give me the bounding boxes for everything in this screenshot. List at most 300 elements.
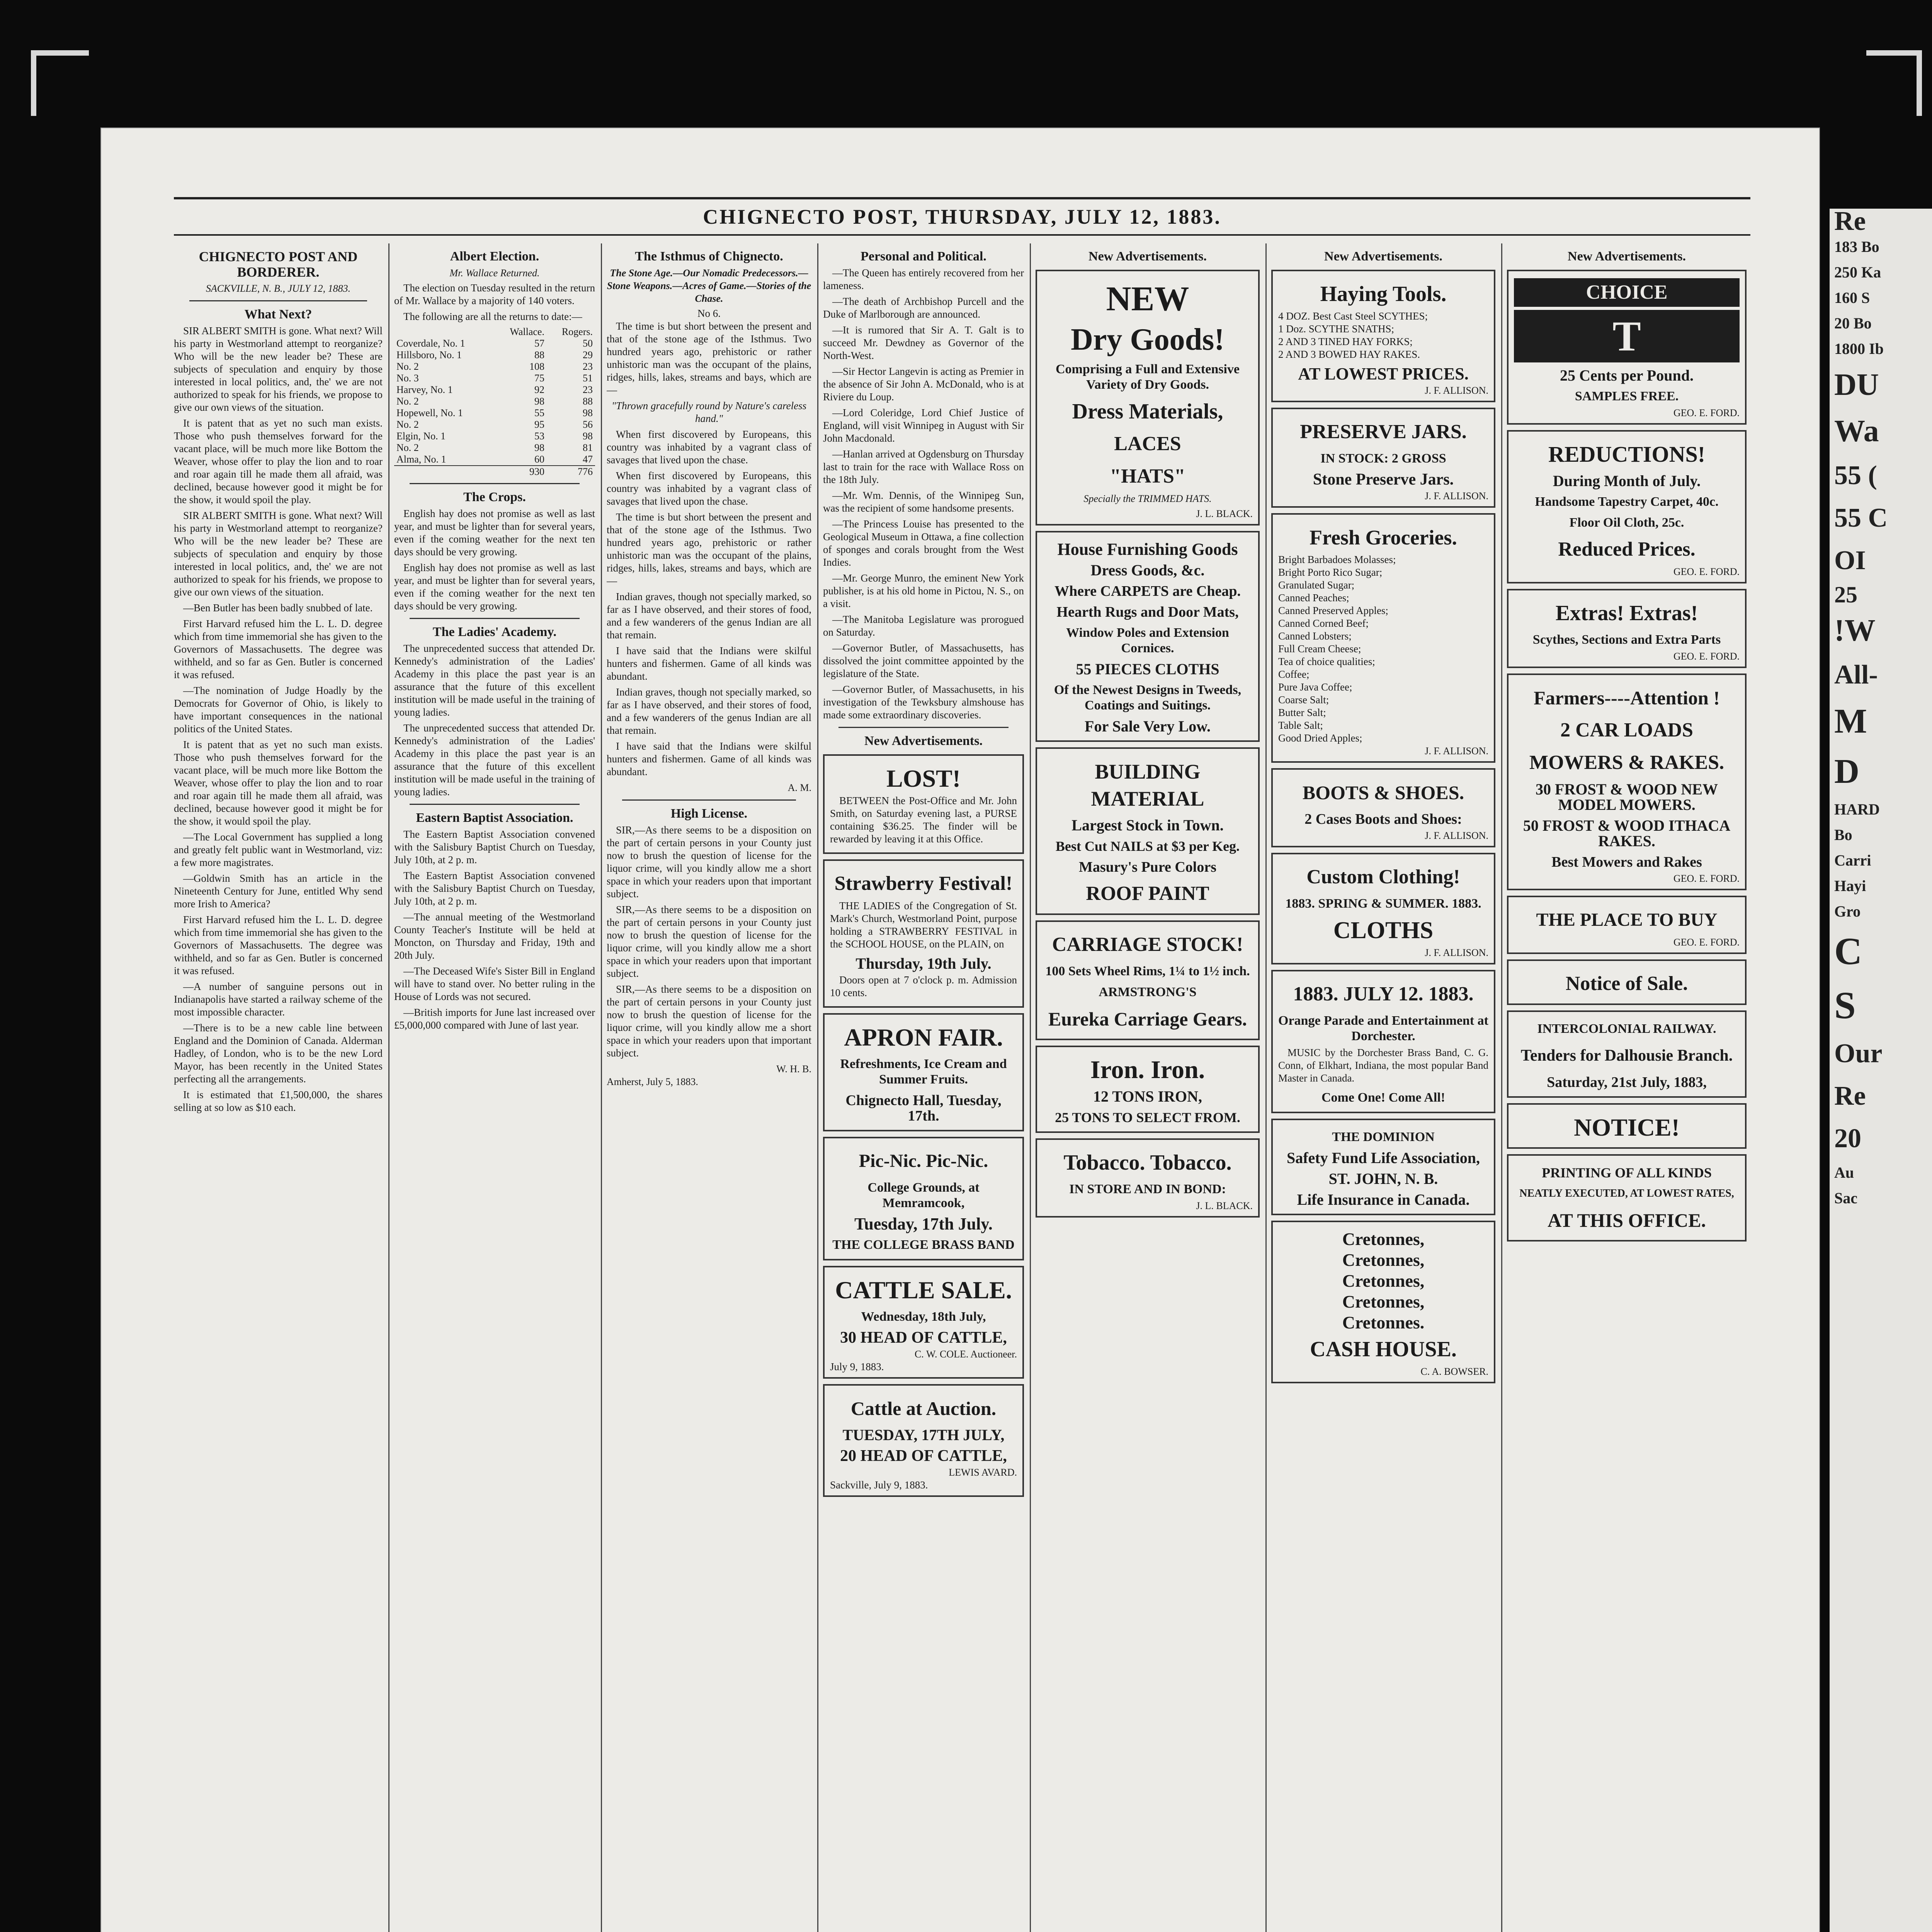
ad-title: Strawberry Festival!	[834, 872, 1013, 895]
table-cell: 51	[583, 372, 593, 384]
ad-subtitle: During Month of July.	[1553, 472, 1701, 490]
ad-boots-shoes	[1271, 768, 1495, 847]
ad-heading: "HATS"	[1110, 465, 1185, 487]
ad-text: Scythes, Sections and Extra Parts	[1532, 633, 1721, 647]
ad-title: 1883. JULY 12. 1883.	[1293, 983, 1474, 1005]
news-item: —Governor Butler, of Massachusetts, in his investigation of the Tewksbury almshouse has made some extraordinary discoveries.	[823, 684, 1024, 721]
ad-text: AT LOWEST PRICES.	[1298, 364, 1469, 383]
article-paragraph: The following are all the returns to date:—	[403, 311, 582, 322]
table-cell: 75	[534, 372, 544, 384]
ad-text: Floor Oil Cloth, 25c.	[1569, 515, 1684, 530]
section-heading: New Advertisements.	[1568, 249, 1686, 264]
ad-list-item: Pure Java Coffee;	[1278, 681, 1352, 693]
table-row	[394, 361, 595, 372]
ad-heading: Eureka Carriage Gears.	[1048, 1008, 1247, 1030]
article-paragraph: SIR,—As there seems to be a disposition on the part of certain persons in your County just now to brush the question of license for the liquor crime, will you kindly allow me a short space in which your readers upon that important subject.	[607, 983, 811, 1059]
ad-title: NEW	[1106, 280, 1189, 318]
ad-iron	[1036, 1046, 1260, 1133]
ad-place-to-buy	[1507, 896, 1747, 954]
table-cell: Elgin, No. 1	[396, 430, 446, 442]
ad-subtitle: 2 Cases Boots and Shoes:	[1304, 811, 1462, 827]
ad-heading: 2 CAR LOADS	[1560, 719, 1693, 741]
ad-text: Come One! Come All!	[1321, 1090, 1446, 1105]
news-item: —Ben Butler has been badly snubbed of late.	[183, 602, 373, 614]
ad-heading: CASH HOUSE.	[1310, 1337, 1457, 1361]
table-cell: No. 2	[396, 442, 419, 453]
ad-title: APRON FAIR.	[844, 1024, 1003, 1051]
ad-title: NOTICE!	[1574, 1114, 1680, 1141]
article-paragraph: The time is but short between the present and that of the stone age of the Isthmus. Two hundred years ago, prehistoric or rather unhistoric man was the occupant of the plains, ridges, hills, lakes, streams and bays, which are—	[607, 320, 811, 396]
ad-text: Best Cut NAILS at $3 per Keg.	[1055, 838, 1240, 854]
article-paragraph: First Harvard refused him the L. L. D. degree which from time immemorial she has given to the Governors of Massachusetts. The degree was withheld, and so far as Gen. Butler is concerned it was refused.	[174, 618, 383, 680]
ad-text: THE COLLEGE BRASS BAND	[832, 1238, 1015, 1252]
adjacent-text: 25	[1834, 582, 1857, 607]
ad-title: CATTLE SALE.	[835, 1276, 1012, 1304]
ad-house-furnishing	[1036, 531, 1260, 742]
table-cell: Harvey, No. 1	[396, 384, 453, 395]
column-rule	[1501, 243, 1502, 1932]
table-cell: No. 2	[396, 396, 419, 407]
adjacent-text: DU	[1834, 368, 1879, 402]
article-paragraph: The Eastern Baptist Association convened with the Salisbury Baptist Church on Tuesday, July 10th, at 2 p. m.	[394, 828, 595, 866]
signature: C. W. COLE. Auctioneer.	[914, 1349, 1017, 1360]
article-subheading: The Stone Age.—Our Nomadic Predecessors.—Stone Weapons.—Acres of Game.—Stories of the Chase.	[607, 267, 811, 304]
ad-subtitle: Specially the TRIMMED HATS.	[1083, 493, 1212, 504]
ad-list-item: Table Salt;	[1278, 719, 1323, 731]
ad-text: 50 FROST & WOOD ITHACA RAKES.	[1523, 817, 1731, 850]
adjacent-text: Carri	[1834, 852, 1871, 869]
signature: J. F. ALLISON.	[1425, 947, 1488, 958]
table-cell: 92	[534, 384, 544, 395]
news-item: —Sir Hector Langevin is acting as Premier in the absence of Sir John A. McDonald, who is at Riviere du Loup.	[823, 366, 1024, 403]
table-cell: 57	[534, 338, 544, 349]
ad-title: PRESERVE JARS.	[1300, 421, 1467, 443]
adjacent-text: Gro	[1834, 903, 1861, 920]
ad-title: LOST!	[886, 765, 961, 792]
article-paragraph: Indian graves, though not specially marked, so far as I have observed, and their stores of food, and a few wanderers of the genus Indian are all that remain.	[607, 591, 811, 641]
news-item: —The nomination of Judge Hoadly by the Democrats for Governor of Ohio, is likely to have important consequences in the national politics of the United States.	[174, 685, 383, 735]
adjacent-text: Wa	[1834, 414, 1879, 448]
adjacent-text: 55 C	[1834, 503, 1888, 533]
news-item: —A number of sanguine persons out in Indianapolis have started a railway scheme of the most impossible character.	[174, 981, 383, 1018]
adjacent-text: Our	[1834, 1039, 1883, 1068]
table-cell: No. 3	[396, 372, 419, 384]
ad-place: College Grounds, at Memramcook,	[867, 1180, 980, 1210]
table-cell: 88	[534, 349, 544, 361]
article-paragraph: SIR ALBERT SMITH is gone. What next? Will his party in Westmorland attempt to reorganize? Who will be the new leader be? These are subjects of speculation and enquiry by those interested in local politics, and, the' we are not authorized to speak for his friends, we propose to give our own views of the situation.	[174, 510, 383, 598]
ad-preserve-jars	[1271, 408, 1495, 508]
dateline: July 9, 1883.	[830, 1361, 884, 1372]
ad-list-item: Bright Barbadoes Molasses;	[1278, 554, 1396, 565]
election-returns-table	[394, 326, 595, 478]
column-rule	[601, 243, 602, 1932]
ad-date: Tuesday, 17th July.	[854, 1214, 993, 1233]
ad-title: PRINTING OF ALL KINDS	[1542, 1165, 1712, 1180]
adjacent-text: Au	[1834, 1164, 1854, 1181]
table-cell: 930	[529, 466, 544, 477]
ad-text: Masury's Pure Colors	[1078, 859, 1217, 875]
table-row	[394, 384, 595, 396]
ad-title: INTERCOLONIAL RAILWAY.	[1537, 1022, 1716, 1036]
ad-title: Custom Clothing!	[1306, 866, 1460, 888]
table-header-row	[394, 326, 595, 338]
table-cell: 23	[583, 361, 593, 372]
ad-title: Haying Tools.	[1320, 282, 1447, 306]
adjacent-text: Bo	[1834, 826, 1852, 844]
ad-text: Stone Preserve Jars.	[1313, 471, 1454, 488]
signature: W. H. B.	[776, 1063, 811, 1075]
ad-extras	[1507, 589, 1747, 668]
signature: J. F. ALLISON.	[1425, 745, 1488, 757]
signature: A. M.	[787, 782, 811, 793]
table-row	[394, 430, 595, 442]
adjacent-text: 55 (	[1834, 461, 1877, 490]
ad-haying-tools	[1271, 270, 1495, 402]
dateline: SACKVILLE, N. B., JULY 12, 1883.	[206, 283, 351, 294]
column-rule	[1265, 243, 1267, 1932]
adjacent-text: 1800 Ib	[1834, 340, 1884, 357]
article-heading: Eastern Baptist Association.	[416, 811, 573, 825]
adjacent-text: 250 Ka	[1834, 264, 1881, 281]
ad-list-item: 1 Doz. SCYTHE SNATHS;	[1278, 323, 1395, 335]
masthead: CHIGNECTO POST, THURSDAY, JULY 12, 1883.	[174, 197, 1750, 236]
news-item: —The Queen has entirely recovered from her lameness.	[823, 267, 1024, 291]
ad-title: THE DOMINION	[1332, 1130, 1435, 1144]
ad-title: CARRIAGE STOCK!	[1052, 934, 1243, 956]
article-heading: What Next?	[244, 307, 312, 321]
adjacent-text: Re	[1834, 1081, 1866, 1111]
ad-list-item: 2 AND 3 BOWED HAY RAKES.	[1278, 349, 1420, 360]
ad-heading: MOWERS & RAKES.	[1529, 752, 1725, 774]
ad-cattle-auction	[823, 1384, 1024, 1497]
signature: GEO. E. FORD.	[1673, 937, 1740, 948]
ad-text: 30 HEAD OF CATTLE,	[840, 1329, 1007, 1347]
ad-subtitle: Largest Stock in Town.	[1071, 816, 1224, 834]
article-paragraph: The unprecedented success that attended Dr. Kennedy's administration of the Ladies' Academy in this place the past year is an assurance that the future of this excellent institution will be made useful in the training of young ladies.	[394, 643, 595, 718]
divider	[410, 483, 580, 484]
adjacent-text: M	[1834, 702, 1867, 740]
paper-title: CHIGNECTO POST AND BORDERER.	[199, 249, 358, 280]
table-cell: 98	[583, 407, 593, 418]
article-number: No 6.	[697, 308, 721, 319]
ad-heading: CLOTHS	[1333, 917, 1434, 944]
table-row	[394, 338, 595, 349]
article-paragraph: It is estimated that £1,500,000, the shares selling at so low as $10 each.	[174, 1089, 383, 1113]
divider	[410, 804, 580, 805]
article-paragraph: It is patent that as yet no such man exists. Those who push themselves forward for the vacant place, will be much more like Bottom the Weaver, whose offer to play the lion and to roar and roar again till he made them all afraid, was declined, because however good it might be for the show, it would spoil the play.	[174, 417, 383, 505]
ad-reductions	[1507, 430, 1747, 583]
news-item: —Hanlan arrived at Ogdensburg on Thursday last to train for the race with Wallace Ross on the 18th July.	[823, 448, 1024, 485]
news-item: —Mr. Wm. Dennis, of the Winnipeg Sun, was the recipient of some handsome presents.	[823, 490, 1024, 514]
table-cell: Hillsboro, No. 1	[396, 349, 462, 361]
article-paragraph: When first discovered by Europeans, this country was inhabited by a vagrant class of savages that lived upon the chase.	[607, 429, 811, 466]
ad-orange-parade	[1271, 970, 1495, 1113]
ad-cattle-sale	[823, 1266, 1024, 1379]
table-cell: 98	[534, 442, 544, 453]
ad-title: Safety Fund Life Association,	[1286, 1149, 1480, 1167]
article-heading: The Crops.	[463, 490, 526, 504]
table-cell: Alma, No. 1	[396, 454, 446, 465]
ad-date: Thursday, 19th July.	[855, 955, 992, 972]
ad-title: Farmers----Attention !	[1534, 687, 1720, 709]
ad-title: Fresh Groceries.	[1310, 526, 1457, 549]
ad-subtitle: Dress Goods, &c.	[1090, 561, 1205, 579]
table-cell: 776	[578, 466, 593, 477]
ad-title: Pic-Nic. Pic-Nic.	[859, 1151, 988, 1171]
signature: J. L. BLACK.	[1196, 1200, 1253, 1211]
ad-text: ARMSTRONG'S	[1099, 985, 1197, 999]
article-paragraph: I have said that the Indians were skilful hunters and fishermen. Game of all kinds was abundant.	[607, 740, 811, 777]
ad-title: Tobacco. Tobacco.	[1063, 1151, 1232, 1175]
table-cell: 29	[583, 349, 593, 361]
ad-title: REDUCTIONS!	[1548, 442, 1706, 467]
ad-title: BUILDING MATERIAL	[1091, 760, 1204, 810]
table-cell: 108	[529, 361, 544, 372]
table-cell: No. 2	[396, 361, 419, 372]
signature: J. F. ALLISON.	[1425, 830, 1488, 841]
section-heading: New Advertisements.	[864, 734, 983, 748]
article-heading: The Isthmus of Chignecto.	[635, 249, 783, 264]
ad-dry-goods	[1036, 270, 1260, 526]
ad-carriage-stock	[1036, 920, 1260, 1040]
ad-text: SAMPLES FREE.	[1575, 389, 1679, 403]
table-cell	[394, 466, 493, 478]
ad-title: Cretonnes.	[1342, 1313, 1425, 1332]
ad-list-item: Canned Preserved Apples;	[1278, 605, 1388, 616]
quotation: "Thrown gracefully round by Nature's careless hand."	[611, 400, 807, 424]
ad-list-item: Canned Peaches;	[1278, 592, 1349, 604]
ad-fresh-groceries	[1271, 513, 1495, 763]
news-item: —The Manitoba Legislature was prorogued on Saturday.	[823, 614, 1024, 638]
ad-subtitle: Comprising a Full and Extensive Variety of Dry Goods.	[1055, 362, 1240, 392]
news-item: —Governor Butler, of Massachusetts, has dissolved the joint committee appointed by the legislature of the State.	[823, 642, 1024, 679]
ad-title: Cretonnes,	[1342, 1271, 1425, 1291]
ad-subtitle: Orange Parade and Entertainment at Dorchester.	[1278, 1014, 1488, 1043]
table-cell: 88	[583, 396, 593, 407]
column-3	[607, 243, 811, 1932]
news-item: —British imports for June last increased over £5,000,000 compared with June of last year.	[394, 1007, 595, 1031]
ad-farmers	[1507, 673, 1747, 890]
ad-text: 25 TONS TO SELECT FROM.	[1055, 1110, 1240, 1125]
ad-list-item: Coarse Salt;	[1278, 694, 1329, 706]
ad-notice-of-sale	[1507, 959, 1747, 1005]
table-cell: Hopewell, No. 1	[396, 407, 463, 418]
ad-list-item: Coffee;	[1278, 668, 1310, 680]
adjacent-text: All-	[1834, 660, 1878, 690]
crop-mark-top-right-h	[1866, 50, 1922, 56]
ad-text: 30 FROST & WOOD NEW MODEL MOWERS.	[1536, 781, 1718, 813]
ad-heading: Reduced Prices.	[1558, 538, 1696, 560]
column-7	[1507, 243, 1747, 1932]
ad-list-item: Tea of choice qualities;	[1278, 656, 1375, 667]
column-rule	[817, 243, 818, 1932]
column-rule	[388, 243, 389, 1932]
adjacent-text: OI	[1834, 546, 1866, 575]
ad-date: Wednesday, 18th July,	[861, 1310, 986, 1324]
table-cell: 60	[534, 454, 544, 465]
table-row	[394, 372, 595, 384]
column-rule	[1030, 243, 1031, 1932]
ad-subtitle: 12 TONS IRON,	[1093, 1088, 1202, 1105]
ad-heading: AT THIS OFFICE.	[1548, 1209, 1706, 1231]
news-item: —There is to be a new cable line between England and the Dominion of Canada. Alderman Hadley, of London, who is to be the new Lord Mayor, has been recently in the United States perfecting all the arrangements.	[174, 1022, 383, 1085]
signature: GEO. E. FORD.	[1673, 566, 1740, 577]
ad-text: BETWEEN the Post-Office and Mr. John Smith, on Saturday evening last, a PURSE containing $36.25. The finder will be rewarded by leaving it at this Office.	[830, 795, 1017, 845]
article-subheading: Mr. Wallace Returned.	[449, 267, 540, 279]
crop-mark-top-left	[31, 50, 36, 116]
news-item: —The annual meeting of the Westmorland County Teacher's Institute will be held at Moncton, on Thursday and Friday, 19th and 20th July.	[394, 911, 595, 961]
table-header-cell: Wallace.	[510, 326, 544, 337]
news-item: —The death of Archbishop Purcell and the Duke of Marlborough are announced.	[823, 296, 1024, 320]
section-heading: New Advertisements.	[1088, 249, 1207, 264]
ad-text: Doors open at 7 o'clock p. m. Admission 10 cents.	[830, 974, 1017, 998]
adjacent-text: HARD	[1834, 801, 1880, 818]
crop-mark-top-left-h	[31, 50, 89, 56]
table-row	[394, 407, 595, 419]
ad-title: House Furnishing Goods	[1057, 540, 1238, 559]
article-heading: Personal and Political.	[861, 249, 986, 264]
dateline: Sackville, July 9, 1883.	[830, 1479, 928, 1491]
ad-subtitle: Refreshments, Ice Cream and Summer Fruits.	[840, 1057, 1007, 1087]
ad-safety-fund	[1271, 1119, 1495, 1215]
ad-text: NEATLY EXECUTED, AT LOWEST RATES,	[1519, 1187, 1734, 1199]
ad-date: Saturday, 21st July, 1883,	[1547, 1074, 1707, 1090]
ad-text: 100 Sets Wheel Rims, 1¼ to 1½ inch.	[1045, 964, 1250, 978]
ad-title: Cretonnes,	[1342, 1292, 1425, 1311]
ad-heading: Dress Materials,	[1072, 400, 1223, 423]
adjacent-text: 160 S	[1834, 289, 1870, 306]
ad-building-material	[1036, 747, 1260, 915]
divider	[838, 727, 1009, 728]
column-5	[1036, 243, 1260, 1932]
ad-choice-tea	[1507, 270, 1747, 425]
ad-tobacco	[1036, 1138, 1260, 1218]
article-paragraph: When first discovered by Europeans, this country was inhabited by a vagrant class of savages that lived upon the chase.	[607, 470, 811, 507]
article-heading: The Ladies' Academy.	[432, 625, 557, 639]
table-row	[394, 396, 595, 407]
news-item: —Mr. George Munro, the eminent New York publisher, is at his old home in Pictou, N. S., on a visit.	[823, 572, 1024, 609]
newspaper-page	[100, 128, 1820, 1932]
section-heading: New Advertisements.	[1324, 249, 1442, 264]
news-item: —The Deceased Wife's Sister Bill in England will have to stand over. No better ruling in the House of Lords was not secured.	[394, 965, 595, 1002]
news-item: —The Local Government has supplied a long and greatly felt public want in Westmorland, viz: a few more magistrates.	[174, 831, 383, 868]
table-cell: 98	[534, 396, 544, 407]
adjacent-text: S	[1834, 984, 1856, 1027]
ad-subtitle: IN STORE AND IN BOND:	[1069, 1182, 1226, 1196]
signature: GEO. E. FORD.	[1673, 651, 1740, 662]
divider	[189, 300, 367, 301]
column-1	[174, 243, 383, 1932]
table-cell: No. 2	[396, 419, 419, 430]
ad-title: BOOTS & SHOES.	[1302, 782, 1464, 803]
ad-list-item: Bright Porto Rico Sugar;	[1278, 566, 1383, 578]
divider	[622, 799, 796, 801]
article-paragraph: SIR ALBERT SMITH is gone. What next? Will his party in Westmorland attempt to reorganize? Who will be the new leader be? These are subjects of speculation and enquiry by those interested in local politics, and, the' we are not authorized to speak for his friends, we propose to give our own views of the situation.	[174, 325, 383, 413]
table-row	[394, 349, 595, 361]
ad-title: Cattle at Auction.	[850, 1398, 997, 1419]
news-item: —Lord Coleridge, Lord Chief Justice of England, will visit Winnipeg in August with Sir John Macdonald.	[823, 407, 1024, 444]
table-row	[394, 419, 595, 430]
ad-text: For Sale Very Low.	[1085, 718, 1211, 735]
ad-list-item: Full Cream Cheese;	[1278, 643, 1361, 655]
ad-printing	[1507, 1154, 1747, 1242]
ad-list-item: Good Dried Apples;	[1278, 732, 1362, 744]
table-header-cell: Rogers.	[561, 326, 593, 337]
ad-text: 25 Cents per Pound.	[1560, 367, 1694, 384]
dateline: Amherst, July 5, 1883.	[607, 1076, 698, 1087]
table-row	[394, 442, 595, 454]
article-paragraph: The election on Tuesday resulted in the return of Mr. Wallace by a majority of 140 voters.	[394, 282, 595, 306]
table-cell: 95	[534, 419, 544, 430]
adjacent-text: C	[1834, 930, 1862, 973]
adjacent-text: !W	[1834, 614, 1876, 648]
ad-heading: LACES	[1114, 433, 1181, 455]
ad-apron-fair	[823, 1013, 1024, 1131]
ad-list-item: Granulated Sugar;	[1278, 579, 1355, 591]
column-4	[823, 243, 1024, 1932]
ad-title: Cretonnes,	[1342, 1229, 1425, 1249]
ad-subtitle: 1883. SPRING & SUMMER. 1883.	[1285, 896, 1481, 911]
adjacent-text: Hayi	[1834, 877, 1866, 895]
table-cell: 53	[534, 430, 544, 442]
article-heading: High License.	[670, 806, 748, 821]
article-paragraph: SIR,—As there seems to be a disposition on the part of certain persons in your County just now to brush the question of license for the liquor crime, will you kindly allow me a short space in which your readers upon that important subject.	[607, 824, 811, 900]
ad-banner: CHOICE	[1514, 278, 1740, 307]
adjacent-text: 183 Bo	[1834, 238, 1879, 255]
article-paragraph: The unprecedented success that attended Dr. Kennedy's administration of the Ladies' Academy in this place the past year is an assurance that the future of this excellent institution will be made useful in the training of young ladies.	[394, 722, 595, 798]
table-cell: Coverdale, No. 1	[396, 338, 465, 349]
article-heading: Albert Election.	[450, 249, 539, 264]
signature: GEO. E. FORD.	[1673, 873, 1740, 884]
ad-text: Hearth Rugs and Door Mats,	[1056, 604, 1239, 620]
signature: LEWIS AVARD.	[949, 1467, 1017, 1478]
ad-picnic	[823, 1137, 1024, 1260]
ad-list-item: Butter Salt;	[1278, 707, 1326, 718]
ad-cretonnes	[1271, 1221, 1495, 1383]
signature: J. F. ALLISON.	[1425, 490, 1488, 502]
ad-list-item: 4 DOZ. Best Cast Steel SCYTHES;	[1278, 310, 1428, 322]
table-cell: 50	[583, 338, 593, 349]
ad-text: Window Poles and Extension Cornices.	[1066, 626, 1229, 655]
ad-title: Notice of Sale.	[1565, 973, 1688, 995]
article-paragraph: The Eastern Baptist Association convened with the Salisbury Baptist Church on Tuesday, July 10th, at 2 p. m.	[394, 870, 595, 907]
ad-title: Cretonnes,	[1342, 1250, 1425, 1270]
ad-list-item: Canned Corned Beef;	[1278, 617, 1369, 629]
adjacent-text: 20 Bo	[1834, 315, 1872, 332]
ad-custom-clothing	[1271, 853, 1495, 964]
adjacent-text: D	[1834, 752, 1859, 791]
article-paragraph: English hay does not promise as well as last year, and must be lighter than for several years, even if the coming weather for the next ten days should be very growing.	[394, 508, 595, 558]
news-item: —The Princess Louise has presented to the Geological Museum in Ottawa, a fine collection of sponges and corals brought from the West Indies.	[823, 518, 1024, 568]
ad-title: ST. JOHN, N. B.	[1328, 1170, 1438, 1187]
table-cell: 98	[583, 430, 593, 442]
ad-text: Best Mowers and Rakes	[1551, 854, 1702, 870]
table-cell: 81	[583, 442, 593, 453]
ad-text: Handsome Tapestry Carpet, 40c.	[1535, 495, 1719, 509]
table-cell: 47	[583, 454, 593, 465]
signature: C. A. BOWSER.	[1420, 1366, 1488, 1377]
ad-list-item: Canned Lobsters;	[1278, 630, 1352, 642]
article-paragraph: The time is but short between the present and that of the stone age of the Isthmus. Two hundred years ago, prehistoric or rather unhistoric man was the occupant of the plains, ridges, hills, lakes, streams and bays, which are—	[607, 511, 811, 587]
ad-heading: ROOF PAINT	[1086, 883, 1209, 905]
ad-text: THE LADIES of the Congregation of St. Mark's Church, Westmorland Point, purpose holding a STRAWBERRY FESTIVAL in the SCHOOL HOUSE, on the PLAIN, on	[830, 900, 1017, 950]
column-6	[1271, 243, 1495, 1932]
table-cell: 55	[534, 407, 544, 418]
table-header-cell	[394, 326, 493, 338]
adjacent-page-strip	[1830, 209, 1932, 1932]
ad-heading: Tenders for Dalhousie Branch.	[1520, 1047, 1733, 1065]
article-paragraph: It is patent that as yet no such man exists. Those who push themselves forward for the vacant place, will be much more like Bottom the Weaver, whose offer to play the lion and to roar and roar again till he made them all afraid, was declined, because however good it might be for the show, it would spoil the play.	[174, 739, 383, 827]
